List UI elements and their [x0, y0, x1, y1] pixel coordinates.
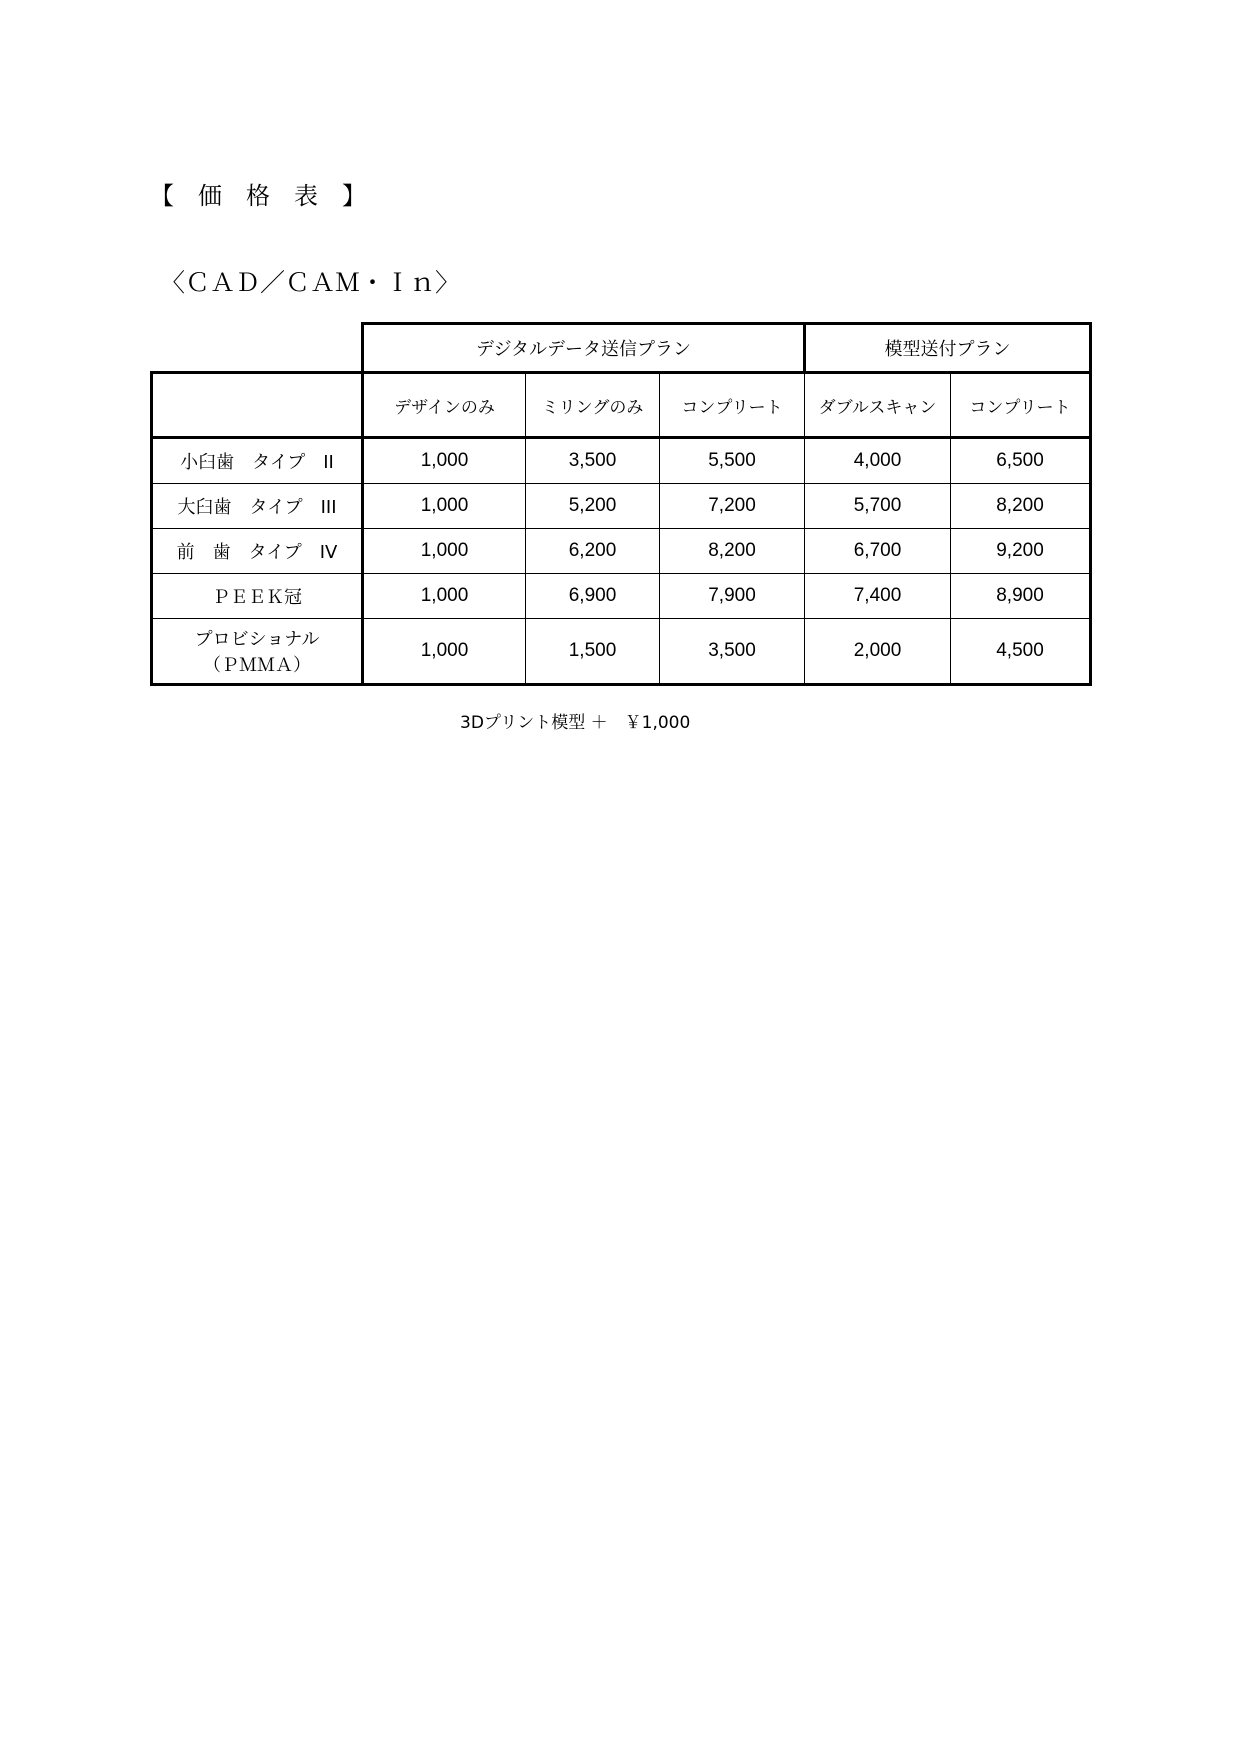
column-header-complete-digital: コンプリート: [660, 373, 805, 438]
price-cell: 3,500: [526, 438, 660, 484]
price-cell: 1,000: [363, 619, 526, 685]
page-title: 【 価 格 表 】: [150, 182, 366, 210]
price-cell: 6,500: [951, 438, 1091, 484]
table-row: [152, 619, 1091, 685]
row-label-premolar: 小臼歯 タイプ II: [152, 438, 363, 484]
column-header-milling-only: ミリングのみ: [526, 373, 660, 438]
price-table: [150, 322, 1092, 686]
price-cell: 1,000: [363, 484, 526, 529]
price-cell: 5,500: [660, 438, 805, 484]
footnote-3d-print: 3Dプリント模型 ＋ ￥1,000: [460, 713, 691, 733]
price-cell: 4,000: [805, 438, 951, 484]
price-cell: 6,200: [526, 529, 660, 574]
row-label-anterior: 前 歯 タイプ IV: [152, 529, 363, 574]
price-cell: 6,900: [526, 574, 660, 619]
price-cell: 1,000: [363, 574, 526, 619]
row-label-line: （ＰＭＭＡ）: [203, 655, 311, 676]
row-label-provisional-pmma: [152, 619, 363, 685]
table-row: [152, 529, 1091, 574]
price-cell: 8,900: [951, 574, 1091, 619]
price-cell: 5,200: [526, 484, 660, 529]
price-cell: 1,000: [363, 438, 526, 484]
price-cell: 1,000: [363, 529, 526, 574]
price-cell: 7,400: [805, 574, 951, 619]
price-cell: 3,500: [660, 619, 805, 685]
group-digital-data-plan: デジタルデータ送信プラン: [363, 324, 805, 373]
section-subtitle: 〈ＣＡＤ／ＣＡＭ・Ｉｎ〉: [160, 268, 461, 297]
price-cell: 7,200: [660, 484, 805, 529]
row-label-peek-crown: ＰＥＥＫ冠: [152, 574, 363, 619]
column-header-double-scan: ダブルスキャン: [805, 373, 951, 438]
column-header-complete-model: コンプリート: [951, 373, 1091, 438]
price-cell: 4,500: [951, 619, 1091, 685]
price-cell: 2,000: [805, 619, 951, 685]
table-row: [152, 438, 1091, 484]
empty-corner-cell: [152, 324, 363, 373]
price-cell: 5,700: [805, 484, 951, 529]
row-header-empty-cell: [152, 373, 363, 438]
column-header-row: [152, 373, 1091, 438]
price-cell: 8,200: [951, 484, 1091, 529]
table-row: [152, 574, 1091, 619]
price-cell: 9,200: [951, 529, 1091, 574]
price-cell: 8,200: [660, 529, 805, 574]
row-label-molar: 大臼歯 タイプ III: [152, 484, 363, 529]
row-label-line: プロビショナル: [194, 629, 320, 650]
price-cell: 7,900: [660, 574, 805, 619]
group-header-row: [152, 324, 1091, 373]
group-model-plan: 模型送付プラン: [805, 324, 1091, 373]
table-row: [152, 484, 1091, 529]
price-cell: 6,700: [805, 529, 951, 574]
price-cell: 1,500: [526, 619, 660, 685]
column-header-design-only: デザインのみ: [363, 373, 526, 438]
